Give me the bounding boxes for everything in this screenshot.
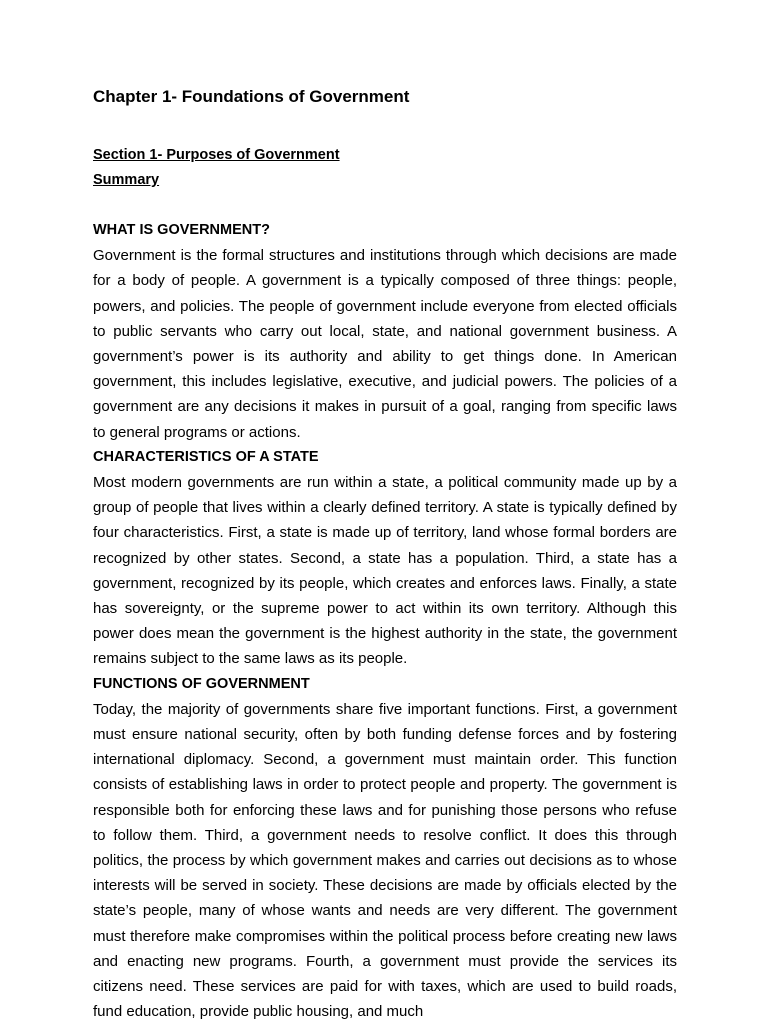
document-body <box>93 218 677 1025</box>
section-title: Section 1- Purposes of Government <box>93 147 340 163</box>
heading-what-is-government: WHAT IS GOVERNMENT? <box>93 222 270 238</box>
paragraph-what-is-government: Government is the formal structures and institutions through which decisions are made for a body of people. A government is a typically composed of three things: people, powers, and policies. The people of government include everyone from elected officials to public servants who carry out local, state, and national government business. A government’s power is its authority and ability to get things done. In American government, this includes legislative, executive, and judicial powers. The policies of a government are any decisions it makes in pursuit of a goal, ranging from specific laws to general programs or actions. <box>93 247 677 441</box>
paragraph-characteristics-of-a-state: Most modern governments are run within a state, a political community made up by a group of people that lives within a clearly defined territory. A state is typically defined by four characteristics. First, a state is made up of territory, land whose formal borders are recognized by other states. Second, a state has a population. Third, a state has a government, recognized by its people, which creates and enforces laws. Finally, a state has sovereignty, or the supreme power to act within its own territory. Although this power does mean the government is the highest authority in the state, the government remains subject to the same laws as its people. <box>93 474 677 668</box>
paragraph-functions-of-government: Today, the majority of governments share five important functions. First, a government must ensure national security, often by both funding defense forces and by fostering international diplomacy. Second, a government must maintain order. This function consists of establishing laws in order to protect people and property. The government is responsible both for enforcing these laws and for punishing those persons who refuse to follow them. Third, a government needs to resolve conflict. It does this through politics, the process by which government makes and carries out decisions as to whose interests will be served in society. These decisions are made by officials elected by the state’s people, many of whose wants and needs are very different. The government must therefore make compromises within the political process before creating new laws and enacting new programs. Fourth, a government must provide the services its citizens need. These services are paid for with taxes, which are used to build roads, fund education, provide public housing, and much <box>93 700 677 1021</box>
heading-characteristics-of-a-state: CHARACTERISTICS OF A STATE <box>93 448 319 465</box>
chapter-title: Chapter 1- Foundations of Government <box>93 87 410 106</box>
heading-functions-of-government: FUNCTIONS OF GOVERNMENT <box>93 675 310 692</box>
summary-label: Summary <box>93 172 160 188</box>
